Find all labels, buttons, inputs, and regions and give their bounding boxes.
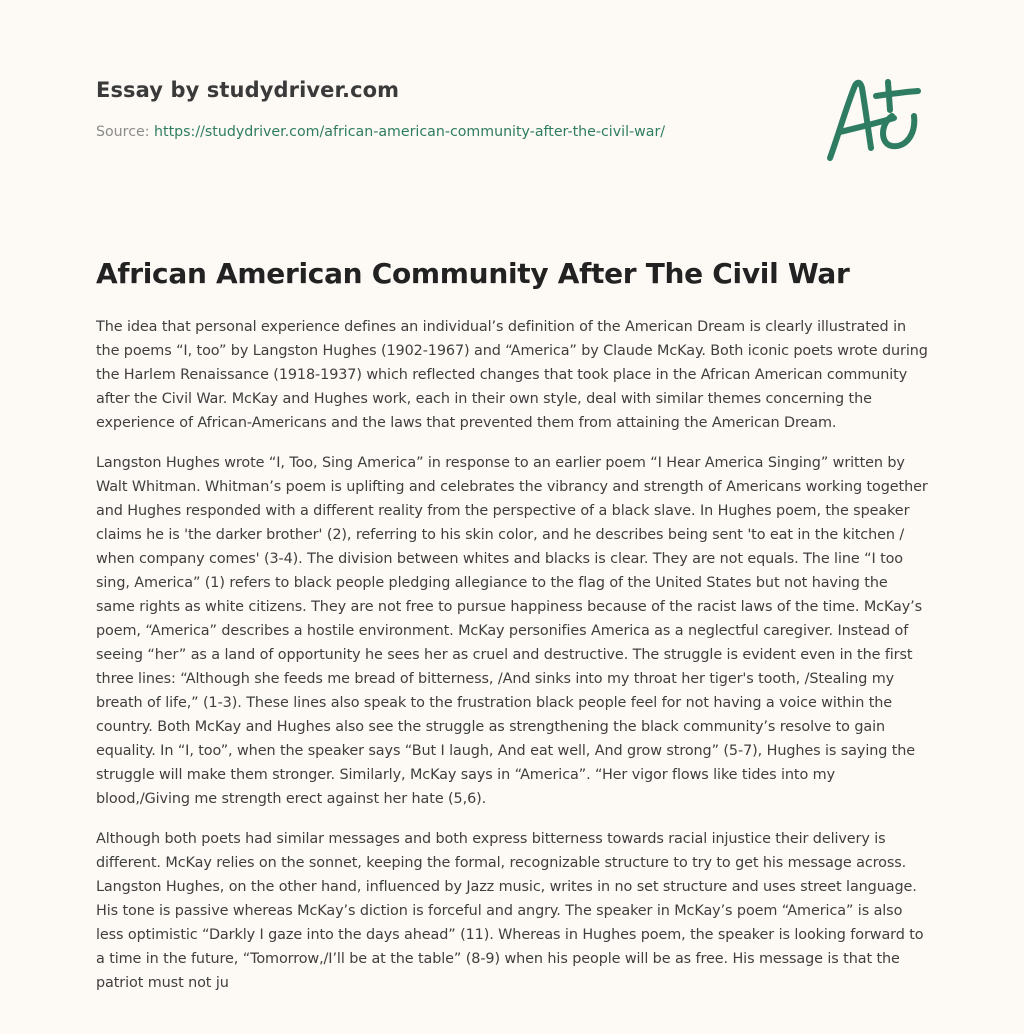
document-title: African American Community After The Civil War: [96, 257, 850, 290]
paragraph: The idea that personal experience defines an individual’s definition of the American Dream is clearly illustrated in the poems “I, too” by Langston Hughes (1902-1967) and “America” by Claude McKay. Both iconic poets wrote during the Harlem Renaissance (1918-1937) which reflected changes that took place in the African American community after the Civil War. McKay and Hughes work, each in their own style, deal with similar themes concerning the experience of African-Americans and the laws that prevented them from attaining the American Dream.: [96, 319, 928, 431]
essay-body: [96, 315, 930, 1011]
source-line: [96, 122, 736, 142]
source-link[interactable]: https://studydriver.com/african-american-community-after-the-civil-war/: [154, 124, 666, 140]
source-label: Source:: [96, 124, 155, 140]
essay-header: [96, 76, 736, 142]
paragraph: Although both poets had similar messages and both express bitterness towards racial injustice their delivery is different. McKay relies on the sonnet, keeping the formal, recognizable structure to try to get his message across. Langston Hughes, on the other hand, influenced by Jazz music, writes in no set structure and uses street language. His tone is passive whereas McKay’s diction is forceful and angry. The speaker in McKay’s poem “America” is also less optimistic “Darkly I gaze into the days ahead” (11). Whereas in Hughes poem, the speaker is looking forward to a time in the future, “Tomorrow,/I’ll be at the table” (8-9) when his people will be as free. His message is that the patriot must not ju: [96, 831, 924, 991]
site-brand: Essay by studydriver.com: [96, 78, 400, 102]
a-plus-grade-logo-icon: [820, 66, 930, 166]
paragraph: Langston Hughes wrote “I, Too, Sing America” in response to an earlier poem “I Hear America Singing” written by Walt Whitman. Whitman’s poem is uplifting and celebrates the vibrancy and strength of Americans working together and Hughes responded with a different reality from the perspective of a black slave. In Hughes poem, the speaker claims he is 'the darker brother' (2), referring to his skin color, and he describes being sent 'to eat in the kitchen / when company comes' (3-4). The division between whites and blacks is clear. They are not equals. The line “I too sing, America” (1) refers to black people pledging allegiance to the flag of the United States but not having the same rights as white citizens. They are not free to pursue happiness because of the racist laws of the time. McKay’s poem, “America” describes a hostile environment. McKay personifies America as a neglectful caregiver. Instead of seeing “her” as a land of opportunity he sees her as cruel and destructive. The struggle is evident even in the first three lines: “Although she feeds me bread of bitterness, /And sinks into my throat her tiger's tooth, /Stealing my breath of life,” (1-3). These lines also speak to the frustration black people feel for not having a voice within the country. Both McKay and Hughes also see the struggle as strengthening the black community’s resolve to gain equality. In “I, too”, when the speaker says “But I laugh, And eat well, And grow strong” (5-7), Hughes is saying the struggle will make them stronger. Similarly, McKay says in “America”. “Her vigor flows like tides into my blood,/Giving me strength erect against her hate (5,6).: [96, 455, 928, 807]
